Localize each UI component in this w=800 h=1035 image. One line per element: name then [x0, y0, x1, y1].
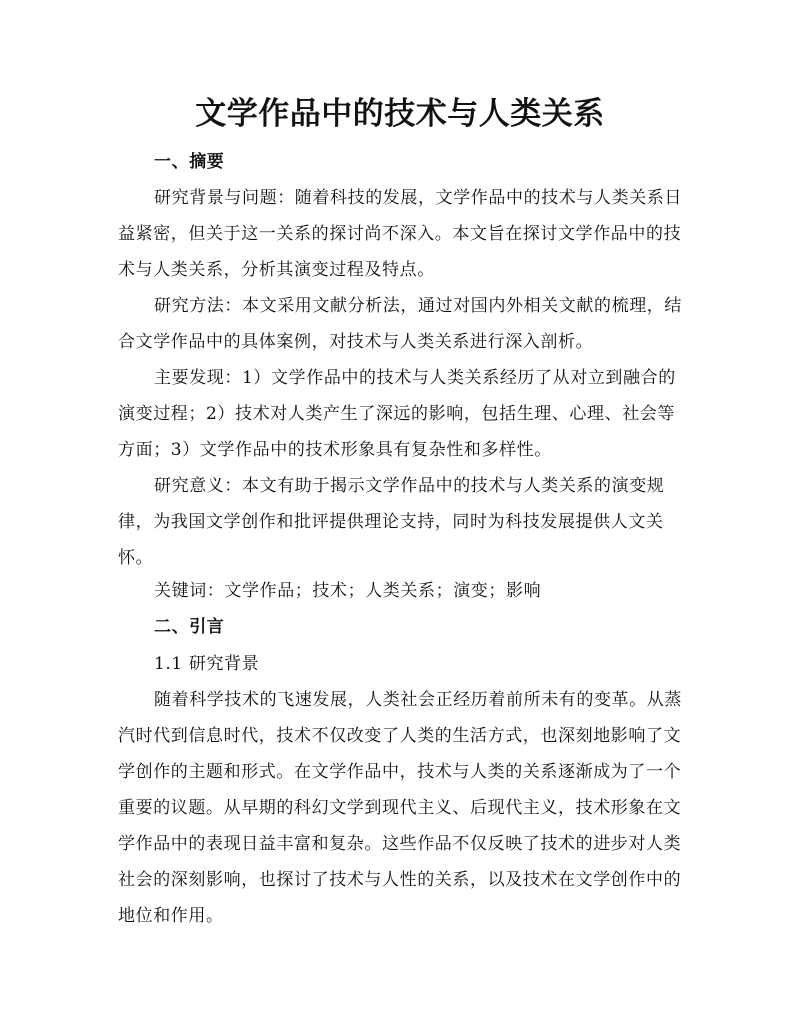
- subsection-1-1-heading: 1.1 研究背景: [154, 654, 260, 674]
- document-title: 文学作品中的技术与人类关系: [195, 96, 605, 132]
- abstract-background-paragraph: 研究背景与问题：随着科技的发展，文学作品中的技术与人类关系日益紧密，但关于这一关系的探讨尚不深入。本文旨在探讨文学作品中的技术与人类关系，分析其演变过程及特点。: [118, 188, 682, 280]
- abstract-findings-paragraph: 主要发现：1）文学作品中的技术与人类关系经历了从对立到融合的演变过程；2）技术对人类产生了深远的影响，包括生理、心理、社会等方面；3）文学作品中的技术形象具有复杂性和多样性。: [118, 368, 676, 460]
- abstract-significance-paragraph: 研究意义：本文有助于揭示文学作品中的技术与人类关系的演变规律，为我国文学创作和批评提供理论支持，同时为科技发展提供人文关怀。: [118, 476, 665, 568]
- abstract-method-paragraph: 研究方法：本文采用文献分析法，通过对国内外相关文献的梳理，结合文学作品中的具体案例，对技术与人类关系进行深入剖析。: [118, 296, 682, 352]
- abstract-heading: 一、摘要: [154, 152, 225, 172]
- intro-heading: 二、引言: [154, 617, 225, 637]
- keywords-line: 关键词：文学作品；技术；人类关系；演变；影响: [154, 581, 542, 601]
- intro-background-paragraph: 随着科学技术的飞速发展，人类社会正经历着前所未有的变革。从蒸汽时代到信息时代，技术不仅改变了人类的生活方式，也深刻地影响了文学创作的主题和形式。在文学作品中，技术与人类的关系逐渐成为了一个重要的议题。从早期的科幻文学到现代主义、后现代主义，技术形象在文学作品中的表现日益丰富和复杂。这些作品不仅反映了技术的进步对人类社会的深刻影响，也探讨了技术与人性的关系，以及技术在文学创作中的地位和作用。: [118, 690, 682, 926]
